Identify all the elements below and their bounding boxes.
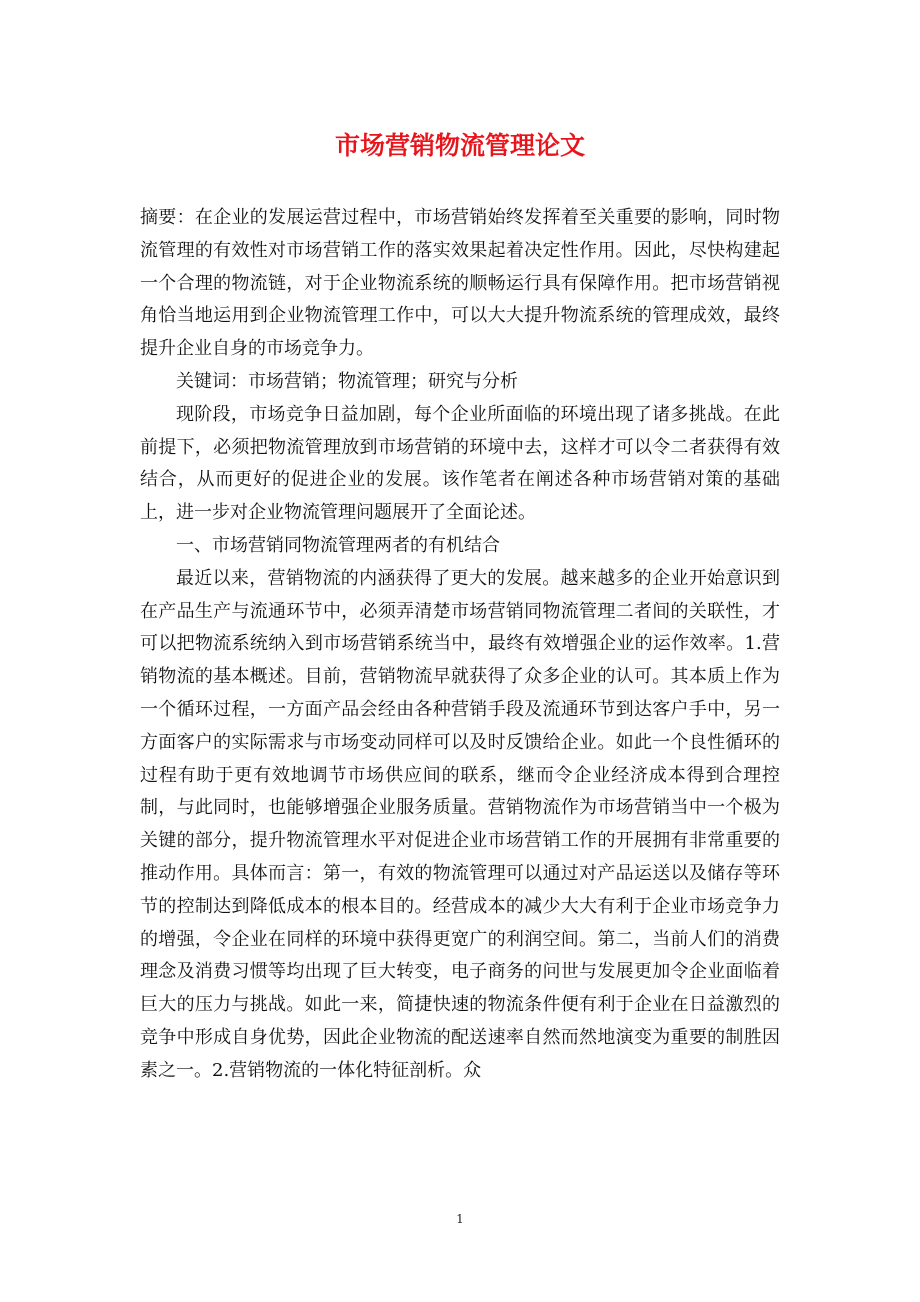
page-number: 1 <box>456 1212 464 1226</box>
keywords-paragraph: 关键词：市场营销；物流管理；研究与分析 <box>176 370 518 392</box>
document-body <box>140 202 780 1088</box>
section-heading: 一、市场营销同物流管理两者的有机结合 <box>176 534 500 556</box>
section-body-paragraph: 最近以来，营销物流的内涵获得了更大的发展。越来越多的企业开始意识到在产品生产与流通环节中，必须弄清楚市场营销同物流管理二者间的关联性，才可以把物流系统纳入到市场营销系统当中，最终有效增强企业的运作效率。1.营销物流的基本概述。目前，营销物流早就获得了众多企业的认可。其本质上作为一个循环过程，一方面产品会经由各种营销手段及流通环节到达客户手中，另一方面客户的实际需求与市场变动同样可以及时反馈给企业。如此一个良性循环的过程有助于更有效地调节市场供应间的联系，继而令企业经济成本得到合理控制，与此同时，也能够增强企业服务质量。营销物流作为市场营销当中一个极为关键的部分，提升物流管理水平对促进企业市场营销工作的开展拥有非常重要的推动作用。具体而言：第一，有效的物流管理可以通过对产品运送以及储存等环节的控制达到降低成本的根本目的。经营成本的减少大大有利于企业市场竞争力的增强，令企业在同样的环境中获得更宽广的利润空间。第二，当前人们的消费理念及消费习惯等均出现了巨大转变，电子商务的问世与发展更加令企业面临着巨大的压力与挑战。如此一来，简捷快速的物流条件便有利于企业在日益激烈的竞争中形成自身优势，因此企业物流的配送速率自然而然地演变为重要的制胜因素之一。2.营销物流的一体化特征剖析。众 <box>140 567 780 1081</box>
document-title: 市场营销物流管理论文 <box>334 131 585 160</box>
intro-paragraph: 现阶段，市场竞争日益加剧，每个企业所面临的环境出现了诸多挑战。在此前提下，必须把物流管理放到市场营销的环境中去，这样才可以令二者获得有效结合，从而更好的促进企业的发展。该作笔者在阐述各种市场营销对策的基础上，进一步对企业物流管理问题展开了全面论述。 <box>140 403 780 524</box>
abstract-paragraph: 摘要：在企业的发展运营过程中，市场营销始终发挥着至关重要的影响，同时物流管理的有效性对市场营销工作的落实效果起着决定性作用。因此，尽快构建起一个合理的物流链，对于企业物流系统的顺畅运行具有保障作用。把市场营销视角恰当地运用到企业物流管理工作中，可以大大提升物流系统的管理成效，最终提升企业自身的市场竞争力。 <box>140 207 780 360</box>
